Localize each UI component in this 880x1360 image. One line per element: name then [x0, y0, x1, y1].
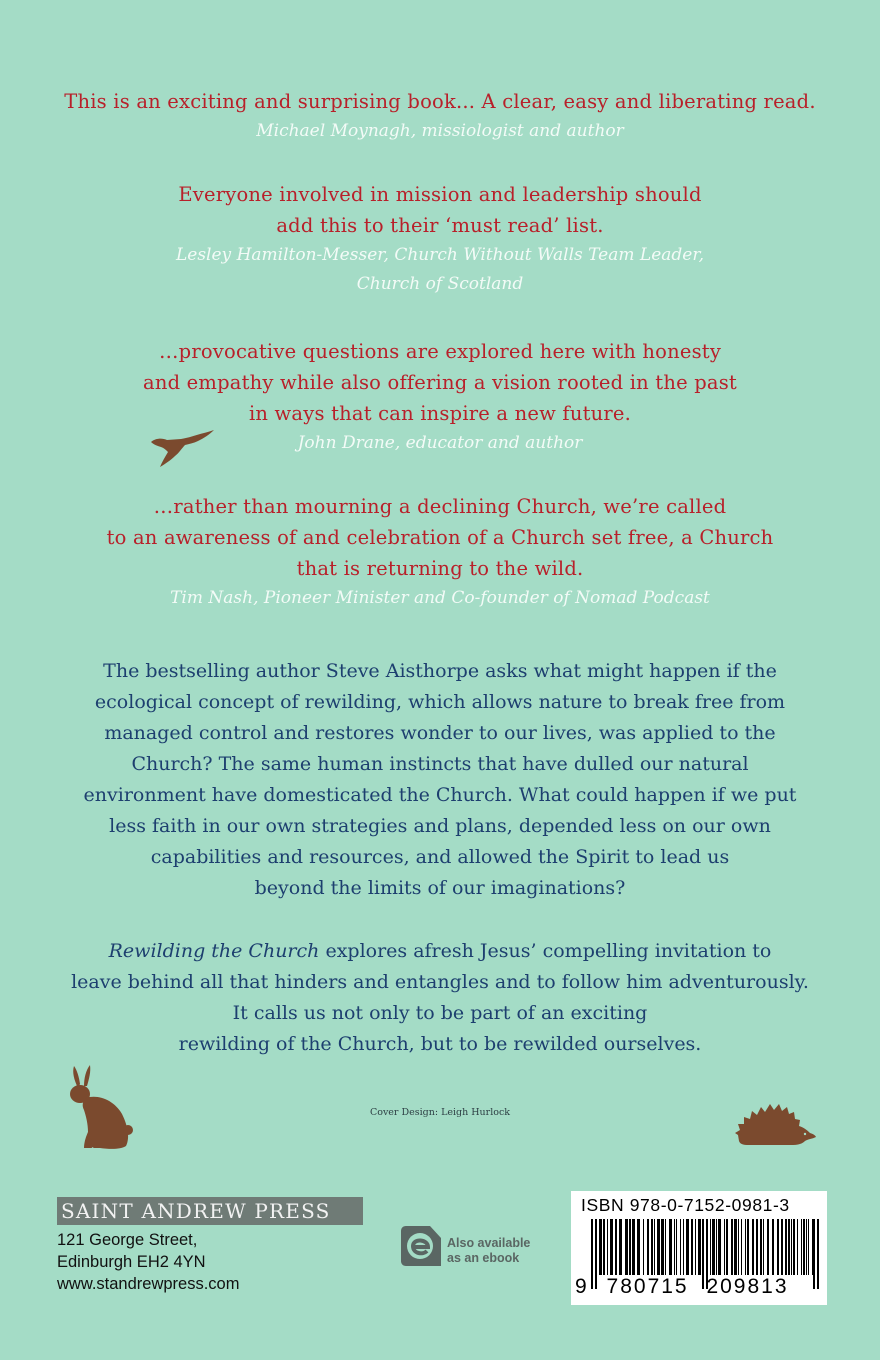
barcode-bar [788, 1219, 790, 1275]
ebook-badge [400, 1224, 550, 1268]
barcode-bar [683, 1219, 684, 1275]
isbn-digits [575, 1275, 789, 1299]
barcode-bar [731, 1219, 733, 1275]
description-line: capabilities and resources, and allowed the Spirit to lead us [150, 846, 730, 868]
barcode-bar [747, 1219, 749, 1275]
barcode-bar [676, 1219, 677, 1275]
barcode-bar [615, 1219, 617, 1275]
quote-attribution: John Drane, educator and author [297, 433, 583, 453]
isbn-barcode-box [571, 1191, 827, 1305]
ebook-icon [400, 1224, 442, 1268]
hedgehog-icon [735, 1097, 817, 1147]
description-line: beyond the limits of our imaginations? [254, 877, 626, 899]
description-line: It calls us not only to be part of an exciting [232, 1002, 648, 1024]
quote-text: This is an exciting and surprising book... A clear, easy and liberating read. [64, 90, 816, 113]
barcode-bar [657, 1219, 660, 1275]
barcode-bar [756, 1219, 758, 1275]
barcode-bar [669, 1219, 672, 1275]
barcode-bar [718, 1219, 721, 1275]
barcode-bar [741, 1219, 742, 1275]
barcode-bar [772, 1219, 774, 1275]
ebook-text-line: Also available [447, 1236, 531, 1250]
quote-text: in ways that can inspire a new future. [248, 402, 632, 425]
description-text: explores afresh Jesus’ compelling invitation to [319, 940, 772, 962]
quote-text: add this to their ‘must read’ list. [276, 214, 604, 237]
description-line [0, 936, 880, 967]
barcode-bar [760, 1219, 762, 1275]
description-line: The bestselling author Steve Aisthorpe asks what might happen if the [103, 660, 777, 682]
quote-text: to an awareness of and celebration of a Church set free, a Church [106, 526, 774, 549]
ebook-text-line: as an ebook [447, 1251, 520, 1265]
barcode-bar [629, 1219, 631, 1275]
description-line: less faith in our own strategies and plans, depended less on our own [109, 815, 771, 837]
quote-4 [0, 491, 880, 613]
quote-1 [0, 86, 880, 146]
address-line: Edinburgh EH2 4YN [57, 1253, 206, 1271]
barcode-bar [806, 1219, 807, 1275]
barcode-bar [619, 1219, 622, 1275]
barcode-bar [637, 1219, 640, 1275]
quote-attribution: Church of Scotland [356, 274, 524, 294]
barcode-bar [661, 1219, 664, 1275]
quote-text: …provocative questions are explored here with honesty [158, 340, 722, 363]
quote-attribution: Tim Nash, Pioneer Minister and Co-founder of Nomad Podcast [170, 588, 710, 608]
barcode-bar [603, 1219, 605, 1275]
isbn-digit-group: 9 [575, 1275, 589, 1298]
barcode-bar [712, 1219, 715, 1275]
quote-attribution: Lesley Hamilton-Messer, Church Without Walls Team Leader, [175, 245, 704, 265]
ebook-text [447, 1236, 530, 1266]
barcode-bar [716, 1219, 717, 1275]
barcode-bar [817, 1219, 819, 1289]
barcode-bar [734, 1219, 737, 1275]
description-paragraph-1 [0, 656, 880, 904]
barcode-bar [724, 1219, 725, 1275]
publisher-name: SAINT ANDREW PRESS [57, 1197, 363, 1225]
description-line: managed control and restores wonder to our lives, was applied to the [104, 722, 776, 744]
barcode-bar [710, 1219, 711, 1275]
quote-attribution: Michael Moynagh, missiologist and author [256, 121, 624, 141]
barcode-bar [698, 1219, 701, 1275]
barcode-bar [607, 1219, 608, 1275]
barcode-bar [793, 1219, 795, 1275]
description-line: rewilding of the Church, but to be rewilded ourselves. [178, 1033, 702, 1055]
book-title: Rewilding the Church [108, 940, 320, 962]
barcode-bar [632, 1219, 635, 1275]
barcode-bar [625, 1219, 628, 1275]
isbn-label: ISBN 978-0-7152-0981-3 [581, 1195, 790, 1215]
description-line: ecological concept of rewilding, which allows nature to break free from [94, 691, 786, 713]
barcode-bar [695, 1219, 696, 1275]
quote-text: that is returning to the wild. [296, 557, 584, 580]
description-paragraph-2 [0, 936, 880, 1060]
description-line: environment have domesticated the Church. What could happen if we put [83, 784, 797, 806]
barcode-bar [803, 1219, 805, 1275]
barcode-bar [691, 1219, 693, 1275]
barcode-bar [665, 1219, 666, 1275]
description-line: Church? The same human instincts that have dulled our natural [131, 753, 749, 775]
barcode-bar [643, 1219, 644, 1275]
quote-text: Everyone involved in mission and leadership should [178, 183, 702, 206]
cover-design-credit: Cover Design: Leigh Hurlock [369, 1107, 511, 1118]
quote-text: and empathy while also offering a vision rooted in the past [143, 371, 737, 394]
barcode-bar [738, 1219, 739, 1275]
isbn-digit-group: 209813 [706, 1275, 789, 1298]
address-line: 121 George Street, [57, 1231, 198, 1249]
barcode-bar [808, 1219, 809, 1275]
publisher-address [57, 1229, 239, 1295]
barcode-bar [686, 1219, 689, 1275]
barcode-bar [610, 1219, 613, 1275]
isbn-digit-group: 780715 [606, 1275, 689, 1298]
barcode-bar [647, 1219, 649, 1275]
barcode-bar [777, 1219, 779, 1275]
barcode-bar [812, 1219, 813, 1275]
barcode-bar [651, 1219, 653, 1275]
bird-icon [148, 426, 216, 468]
publisher-website: www.standrewpress.com [57, 1275, 240, 1293]
barcode-bar [599, 1219, 602, 1275]
barcode-bar [785, 1219, 787, 1275]
quote-3 [0, 336, 880, 458]
barcode-bar [745, 1219, 746, 1275]
barcode-bar [752, 1219, 754, 1275]
barcode-bar [781, 1219, 783, 1275]
barcode-bar [813, 1219, 815, 1289]
barcode-bar [654, 1219, 655, 1275]
description-line: leave behind all that hinders and entangles and to follow him adventurously. [71, 971, 809, 993]
barcode-bar [726, 1219, 728, 1275]
barcode-bar [801, 1219, 802, 1275]
quote-2 [0, 179, 880, 299]
barcode-bar [791, 1219, 792, 1275]
barcode-bar [797, 1219, 798, 1275]
barcode-bar [680, 1219, 681, 1275]
barcode-bar [767, 1219, 769, 1275]
barcode-bar [763, 1219, 764, 1275]
barcode-bar [674, 1219, 675, 1275]
quote-text: …rather than mourning a declining Church, we’re called [153, 495, 727, 518]
